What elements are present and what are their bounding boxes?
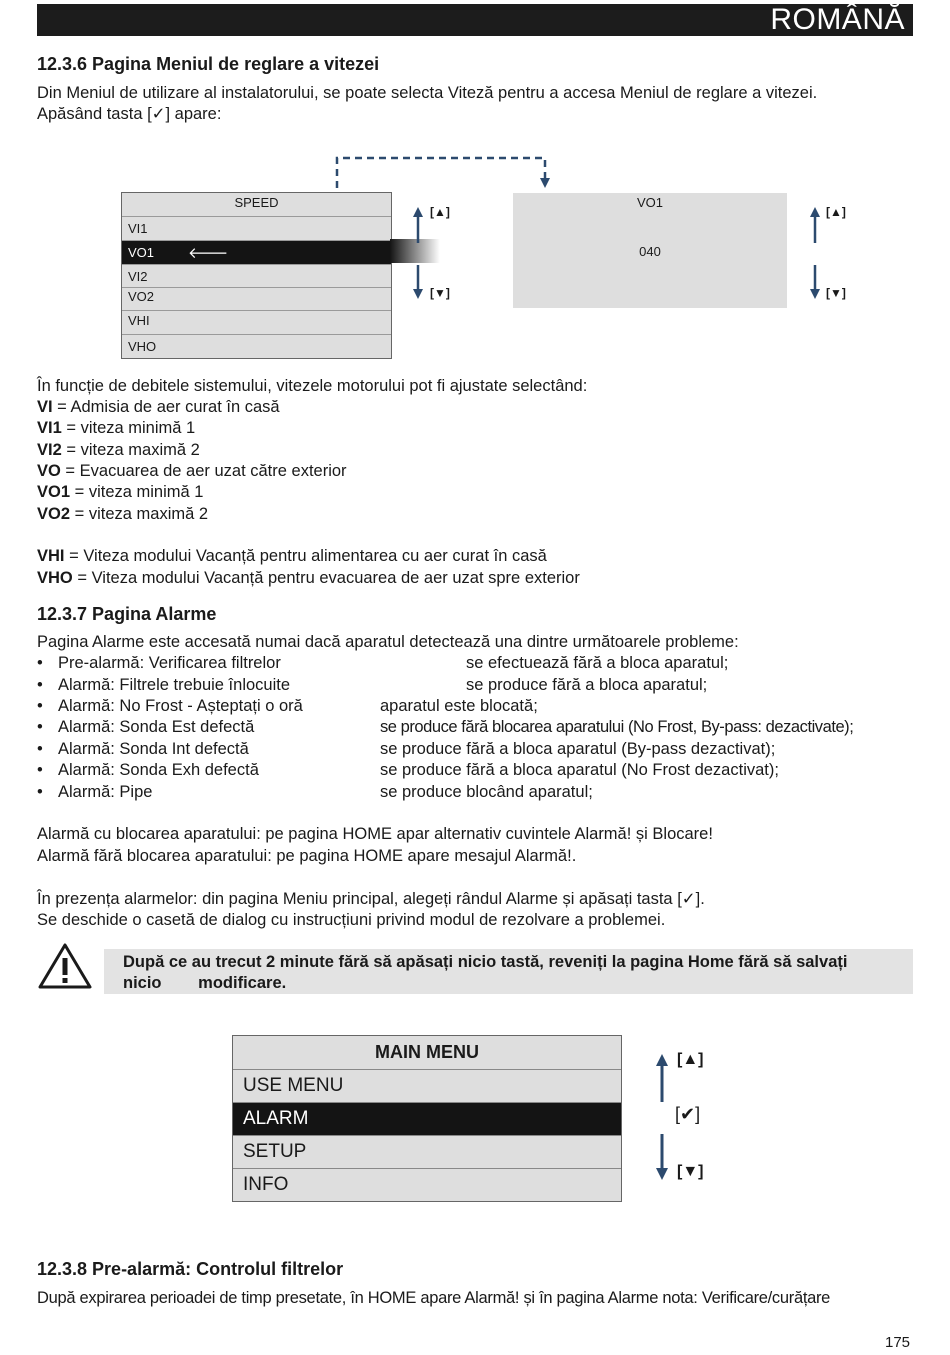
alarm-name: Alarmă: No Frost - Așteptați o oră bbox=[58, 697, 303, 715]
screen-connector bbox=[320, 150, 570, 192]
main-menu-item-info[interactable]: INFO bbox=[233, 1168, 621, 1201]
alarm-effect: se produce fără a bloca aparatul (By-pass dezactivat); bbox=[380, 740, 776, 758]
section-title-1237: 12.3.7 Pagina Alarme bbox=[37, 604, 217, 624]
speed-up-key[interactable]: [▲] bbox=[430, 205, 450, 219]
speed-menu-title: SPEED bbox=[234, 195, 279, 210]
main-menu-arrows-icon bbox=[654, 1052, 670, 1182]
speed-item-vho[interactable]: VHO bbox=[122, 334, 391, 358]
main-menu-title: MAIN MENU bbox=[375, 1042, 479, 1062]
speed-desc-line: VO2 = viteza maximă 2 bbox=[37, 505, 209, 523]
value-screen-title: VO1 bbox=[636, 195, 663, 210]
alarm-effect: se produce blocând aparatul; bbox=[380, 783, 593, 801]
speed-down-key[interactable]: [▼] bbox=[430, 286, 450, 300]
speed-item-vi1[interactable]: VI1 bbox=[122, 216, 391, 240]
main-menu-ok-key[interactable]: [✔] bbox=[675, 1104, 701, 1124]
value-screen bbox=[513, 193, 787, 308]
main-menu-down-key[interactable]: [▼] bbox=[677, 1163, 704, 1180]
speed-desc-line: VO1 = viteza minimă 1 bbox=[37, 483, 204, 501]
alarm-effect: se produce fără a bloca aparatul; bbox=[466, 676, 708, 694]
alarm-name: Pre-alarmă: Verificarea filtrelor bbox=[58, 654, 281, 672]
presence-line-1: În prezența alarmelor: din pagina Meniu principal, alegeți rândul Alarme și apăsați tasta [✓]. bbox=[37, 890, 705, 908]
speed-item-vo1[interactable]: VO1 🡐 bbox=[122, 240, 391, 264]
alarm-bullet: • bbox=[37, 676, 43, 694]
alarm-name: Alarmă: Filtrele trebuie înlocuite bbox=[58, 676, 291, 694]
speed-desc-line: VHI = Viteza modului Vacanță pentru alimentarea cu aer curat în casă bbox=[37, 547, 547, 565]
speed-item-vo2[interactable]: VO2 bbox=[122, 287, 391, 310]
alarm-name: Alarmă: Sonda Exh defectă bbox=[58, 761, 259, 779]
warning-box bbox=[104, 949, 913, 994]
speed-item-vhi[interactable]: VHI bbox=[122, 310, 391, 334]
speed-desc-line: VI1 = viteza minimă 1 bbox=[37, 419, 196, 437]
alarm-name: Alarmă: Sonda Int defectă bbox=[58, 740, 249, 758]
alarm-bullet: • bbox=[37, 783, 43, 801]
main-menu-up-key[interactable]: [▲] bbox=[677, 1051, 704, 1068]
main-menu-item-alarm[interactable]: ALARM bbox=[233, 1102, 621, 1135]
warning-line-1: După ce au trecut 2 minute fără să apăsați nicio tastă, reveniți la pagina Home fără să salvați bbox=[123, 953, 848, 971]
section-1238-text: După expirarea perioadei de timp presetate, în HOME apare Alarmă! și în pagina Alarme nota: Verificare/curățare bbox=[37, 1289, 831, 1307]
alarm-bullet: • bbox=[37, 654, 43, 672]
presence-line-2: Se deschide o casetă de dialog cu instrucțiuni privind modul de rezolvare a problemei. bbox=[37, 911, 666, 929]
block-line-1: Alarmă cu blocarea aparatului: pe pagina HOME apar alternativ cuvintele Alarmă! și Blocare! bbox=[37, 825, 713, 843]
page-number: 175 bbox=[885, 1334, 911, 1351]
up-down-arrows-icon bbox=[411, 205, 425, 300]
section-1236-intro-line2: Apăsând tasta [✓] apare: bbox=[37, 105, 222, 123]
main-menu-item-setup[interactable]: SETUP bbox=[233, 1135, 621, 1168]
block-line-2: Alarmă fără blocarea aparatului: pe pagina HOME apare mesajul Alarmă!. bbox=[37, 847, 577, 865]
alarm-intro: Pagina Alarme este accesată numai dacă aparatul detectează una dintre următoarele probleme: bbox=[37, 633, 739, 651]
speed-desc-line: VI2 = viteza maximă 2 bbox=[37, 441, 200, 459]
speed-item-vi2[interactable]: VI2 bbox=[122, 264, 391, 287]
alarm-effect: aparatul este blocată; bbox=[380, 697, 538, 715]
alarm-bullet: • bbox=[37, 740, 43, 758]
section-title-1238: 12.3.8 Pre-alarmă: Controlul filtrelor bbox=[37, 1259, 344, 1279]
value-up-down-arrows-icon bbox=[808, 205, 822, 300]
warning-triangle-icon bbox=[37, 942, 93, 990]
alarm-effect: se efectuează fără a bloca aparatul; bbox=[466, 654, 729, 672]
alarm-effect: se produce fără blocarea aparatului (No Frost, By-pass: dezactivate); bbox=[380, 718, 854, 736]
alarm-effect: se produce fără a bloca aparatul (No Frost dezactivat); bbox=[380, 761, 779, 779]
speed-desc-line: VHO = Viteza modului Vacanță pentru evacuarea de aer uzat spre exterior bbox=[37, 569, 580, 587]
alarm-bullet: • bbox=[37, 697, 43, 715]
value-down-key[interactable]: [▼] bbox=[826, 286, 846, 300]
alarm-bullet: • bbox=[37, 718, 43, 736]
alarm-bullet: • bbox=[37, 761, 43, 779]
speed-desc-line: VI = Admisia de aer curat în casă bbox=[37, 398, 280, 416]
alarm-name: Alarmă: Sonda Est defectă bbox=[58, 718, 255, 736]
pointer-arrow-icon: 🡐 bbox=[188, 245, 229, 262]
language-banner bbox=[37, 4, 913, 36]
speed-desc-line: VO = Evacuarea de aer uzat către exterior bbox=[37, 462, 347, 480]
speed-menu-screen bbox=[121, 192, 392, 359]
value-up-key[interactable]: [▲] bbox=[826, 205, 846, 219]
main-menu-screen bbox=[232, 1035, 622, 1202]
section-title-1236: 12.3.6 Pagina Meniul de reglare a vitezei bbox=[37, 54, 380, 74]
speed-desc-intro: În funcție de debitele sistemului, vitezele motorului pot fi ajustate selectând: bbox=[37, 377, 588, 395]
warning-line-2: nicio modificare. bbox=[123, 974, 287, 992]
main-menu-item-use-menu[interactable]: USE MENU bbox=[233, 1069, 621, 1102]
value-readout: 040 bbox=[639, 244, 661, 259]
alarm-name: Alarmă: Pipe bbox=[58, 783, 153, 801]
language-label: ROMÂNĂ bbox=[770, 3, 905, 36]
section-1236-intro-line1: Din Meniul de utilizare al instalatorului, se poate selecta Viteză pentru a accesa Meniul de reglare a vitezei. bbox=[37, 84, 818, 102]
